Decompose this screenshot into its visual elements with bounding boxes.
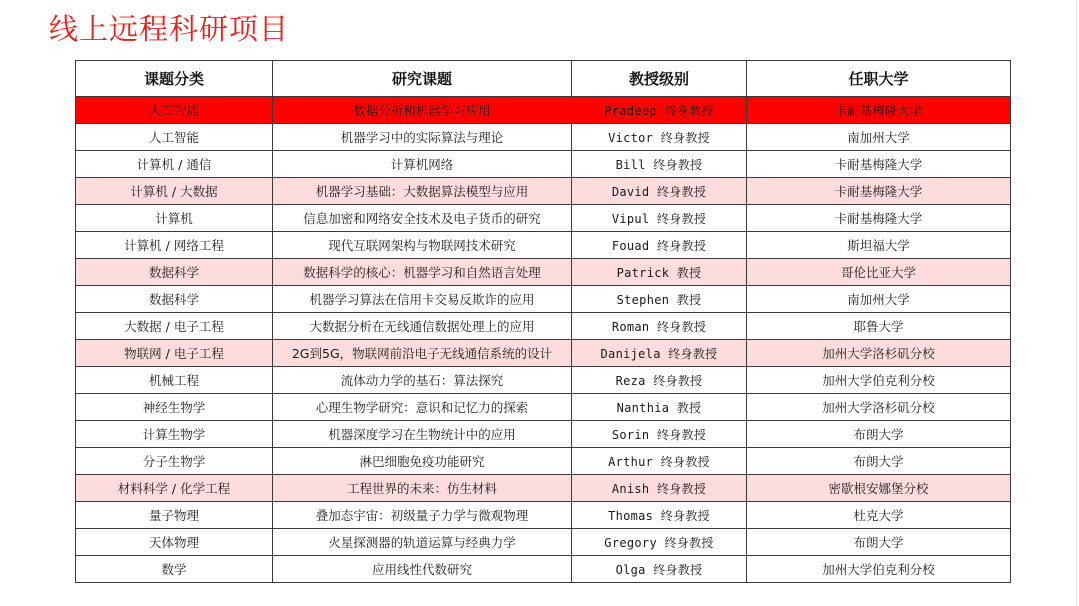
table-row [76, 97, 1011, 124]
cell-professor: Fouad 终身教授 [572, 232, 747, 259]
cell-university: 密歇根安娜堡分校 [747, 475, 1011, 502]
cell-category: 物联网 / 电子工程 [76, 340, 273, 367]
cell-category: 人工智能 [76, 124, 273, 151]
cell-category: 计算机 / 大数据 [76, 178, 273, 205]
cell-category: 天体物理 [76, 529, 273, 556]
cell-topic: 数据科学的核心：机器学习和自然语言处理 [273, 259, 572, 286]
cell-university: 加州大学洛杉矶分校 [747, 394, 1011, 421]
cell-university: 杜克大学 [747, 502, 1011, 529]
cell-category: 计算机 [76, 205, 273, 232]
cell-professor: Olga 终身教授 [572, 556, 747, 583]
cell-university: 卡耐基梅隆大学 [747, 97, 1011, 124]
cell-university: 南加州大学 [747, 286, 1011, 313]
cell-category: 计算机 / 网络工程 [76, 232, 273, 259]
right-border-line [1076, 0, 1077, 606]
cell-category: 数学 [76, 556, 273, 583]
header-professor-level: 教授级别 [572, 61, 747, 97]
cell-professor: Arthur 终身教授 [572, 448, 747, 475]
cell-category: 材料科学 / 化学工程 [76, 475, 273, 502]
table-row [76, 448, 1011, 475]
cell-professor: Pradeep 终身教授 [572, 97, 747, 124]
table-row [76, 124, 1011, 151]
table-row [76, 286, 1011, 313]
table-row [76, 313, 1011, 340]
cell-professor: Gregory 终身教授 [572, 529, 747, 556]
cell-topic: 火星探测器的轨道运算与经典力学 [273, 529, 572, 556]
cell-topic: 计算机网络 [273, 151, 572, 178]
table-row [76, 421, 1011, 448]
cell-category: 大数据 / 电子工程 [76, 313, 273, 340]
table-row [76, 394, 1011, 421]
page-title: 线上远程科研项目 [49, 12, 290, 46]
cell-topic: 淋巴细胞免疫功能研究 [273, 448, 572, 475]
cell-topic: 机器学习算法在信用卡交易反欺诈的应用 [273, 286, 572, 313]
table-row [76, 151, 1011, 178]
cell-topic: 流体动力学的基石：算法探究 [273, 367, 572, 394]
cell-professor: Patrick 教授 [572, 259, 747, 286]
table-row [76, 529, 1011, 556]
table-row [76, 259, 1011, 286]
cell-professor: Bill 终身教授 [572, 151, 747, 178]
cell-topic: 机器深度学习在生物统计中的应用 [273, 421, 572, 448]
cell-topic: 数据分析和机器学习应用 [273, 97, 572, 124]
cell-university: 布朗大学 [747, 448, 1011, 475]
table-row [76, 475, 1011, 502]
cell-university: 卡耐基梅隆大学 [747, 178, 1011, 205]
header-university: 任职大学 [747, 61, 1011, 97]
cell-university: 布朗大学 [747, 421, 1011, 448]
header-topic: 研究课题 [273, 61, 572, 97]
cell-professor: Stephen 教授 [572, 286, 747, 313]
table-row [76, 556, 1011, 583]
cell-university: 布朗大学 [747, 529, 1011, 556]
cell-category: 量子物理 [76, 502, 273, 529]
cell-professor: Reza 终身教授 [572, 367, 747, 394]
cell-university: 加州大学洛杉矶分校 [747, 340, 1011, 367]
cell-topic: 现代互联网架构与物联网技术研究 [273, 232, 572, 259]
cell-category: 分子生物学 [76, 448, 273, 475]
cell-topic: 应用线性代数研究 [273, 556, 572, 583]
cell-professor: Sorin 终身教授 [572, 421, 747, 448]
cell-professor: Thomas 终身教授 [572, 502, 747, 529]
cell-professor: Anish 终身教授 [572, 475, 747, 502]
table-body [76, 97, 1011, 583]
cell-university: 斯坦福大学 [747, 232, 1011, 259]
table-row [76, 205, 1011, 232]
header-category: 课题分类 [76, 61, 273, 97]
table-row [76, 340, 1011, 367]
cell-category: 计算生物学 [76, 421, 273, 448]
cell-professor: Nanthia 教授 [572, 394, 747, 421]
cell-university: 卡耐基梅隆大学 [747, 205, 1011, 232]
cell-category: 数据科学 [76, 259, 273, 286]
cell-professor: Danijela 终身教授 [572, 340, 747, 367]
projects-table [75, 60, 1011, 583]
table-header-row [76, 61, 1011, 97]
cell-topic: 叠加态宇宙：初级量子力学与微观物理 [273, 502, 572, 529]
cell-category: 神经生物学 [76, 394, 273, 421]
cell-topic: 2G到5G，物联网前沿电子无线通信系统的设计 [273, 340, 572, 367]
cell-university: 南加州大学 [747, 124, 1011, 151]
cell-topic: 工程世界的未来：仿生材料 [273, 475, 572, 502]
cell-category: 机械工程 [76, 367, 273, 394]
cell-category: 数据科学 [76, 286, 273, 313]
cell-topic: 大数据分析在无线通信数据处理上的应用 [273, 313, 572, 340]
cell-professor: David 终身教授 [572, 178, 747, 205]
table-row [76, 367, 1011, 394]
cell-university: 耶鲁大学 [747, 313, 1011, 340]
cell-university: 加州大学伯克利分校 [747, 367, 1011, 394]
cell-professor: Roman 终身教授 [572, 313, 747, 340]
cell-university: 加州大学伯克利分校 [747, 556, 1011, 583]
cell-topic: 机器学习基础：大数据算法模型与应用 [273, 178, 572, 205]
cell-topic: 机器学习中的实际算法与理论 [273, 124, 572, 151]
cell-university: 卡耐基梅隆大学 [747, 151, 1011, 178]
table-row [76, 502, 1011, 529]
table-row [76, 178, 1011, 205]
cell-professor: Victor 终身教授 [572, 124, 747, 151]
table-row [76, 232, 1011, 259]
cell-category: 人工智能 [76, 97, 273, 124]
cell-university: 哥伦比亚大学 [747, 259, 1011, 286]
cell-topic: 信息加密和网络安全技术及电子货币的研究 [273, 205, 572, 232]
cell-category: 计算机 / 通信 [76, 151, 273, 178]
cell-topic: 心理生物学研究：意识和记忆力的探索 [273, 394, 572, 421]
cell-professor: Vipul 终身教授 [572, 205, 747, 232]
